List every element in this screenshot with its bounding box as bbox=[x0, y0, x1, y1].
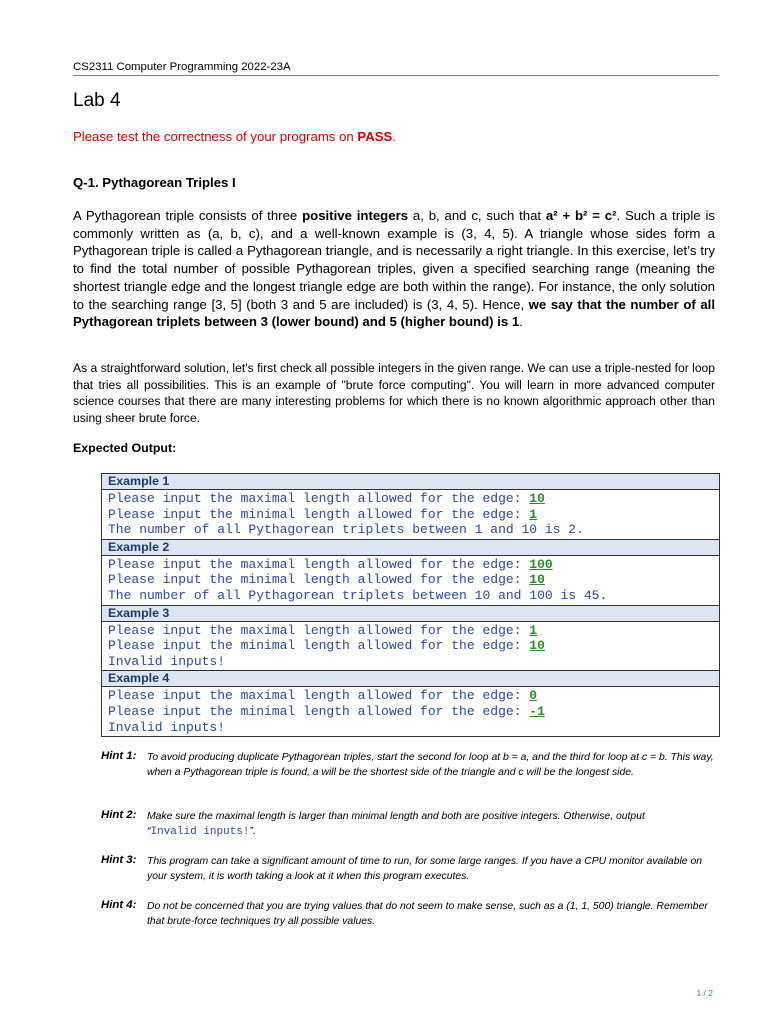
hint-label: Hint 2: bbox=[101, 809, 137, 821]
examples-table bbox=[101, 473, 720, 737]
output-line-max bbox=[108, 688, 719, 704]
output-line-min bbox=[108, 507, 719, 523]
para1-text-4: . bbox=[519, 314, 523, 330]
example-body-row bbox=[102, 687, 720, 737]
example-label: Example 1 bbox=[102, 474, 720, 490]
prompt-min: Please input the minimal length allowed for the edge: bbox=[108, 506, 530, 522]
example-body-row bbox=[102, 555, 720, 605]
example-label: Example 4 bbox=[102, 671, 720, 687]
question-heading: Q-1. Pythagorean Triples I bbox=[73, 175, 236, 190]
input-max-value: 100 bbox=[529, 556, 553, 572]
prompt-min: Please input the minimal length allowed for the edge: bbox=[108, 638, 530, 654]
page-title: Lab 4 bbox=[73, 90, 121, 111]
para1-text-2: a, b, and c, such that bbox=[408, 208, 546, 223]
prompt-max: Please input the maximal length allowed for the edge: bbox=[108, 622, 530, 638]
prompt-max: Please input the maximal length allowed for the edge: bbox=[108, 688, 530, 704]
example-body-row bbox=[102, 621, 720, 671]
hint-text: This program can take a significant amount of time to run, for some large ranges. If you have a CPU monitor available on your system, it is worth taking a look at it when this program executes. bbox=[147, 856, 703, 882]
output-line-result: The number of all Pythagorean triplets between 10 and 100 is 45. bbox=[108, 587, 608, 603]
output-line-max bbox=[108, 623, 719, 639]
hint-text: Do not be concerned that you are trying values that do not seem to make sense, such as a (1, 1, 500) triangle. Remember that brute-force techniques try all possible values. bbox=[147, 901, 708, 927]
example-label: Example 2 bbox=[102, 539, 720, 555]
page-header: CS2311 Computer Programming 2022-23A bbox=[73, 61, 719, 76]
notice-prefix: Please test the correctness of your programs on bbox=[73, 129, 358, 144]
input-max-value: 1 bbox=[529, 622, 538, 638]
output-line-result: The number of all Pythagorean triplets between 1 and 10 is 2. bbox=[108, 522, 584, 538]
page-number: 1 / 2 bbox=[696, 988, 713, 998]
hint-text bbox=[147, 809, 717, 840]
prompt-max: Please input the maximal length allowed for the edge: bbox=[108, 491, 530, 506]
input-max-value: 10 bbox=[529, 491, 545, 506]
expected-output-heading: Expected Output: bbox=[73, 441, 177, 455]
example-label-row bbox=[102, 671, 720, 687]
output-line-max bbox=[108, 557, 719, 573]
hint-2-text: Make sure the maximal length is larger than minimal length and both are positive integers. Otherwise, output bbox=[147, 811, 645, 822]
example-output bbox=[102, 490, 720, 540]
output-line-result: Invalid inputs! bbox=[108, 653, 226, 669]
output-line-result: Invalid inputs! bbox=[108, 719, 226, 735]
output-line-min bbox=[108, 638, 719, 654]
notice-pass: PASS bbox=[357, 129, 393, 144]
hint-2-code: Invalid inputs! bbox=[150, 826, 250, 838]
hint-label: Hint 3: bbox=[101, 854, 137, 866]
input-min-value: 10 bbox=[529, 572, 545, 588]
prompt-max: Please input the maximal length allowed for the edge: bbox=[108, 556, 530, 572]
prompt-min: Please input the minimal length allowed for the edge: bbox=[108, 572, 530, 588]
example-label-row bbox=[102, 474, 720, 490]
notice-suffix: . bbox=[392, 129, 397, 144]
para1-bold-3: we say that the number of all Pythagorean triplets between 3 (lower bound) and 5 (higher bound) is 1 bbox=[73, 296, 715, 330]
example-output bbox=[102, 621, 720, 671]
output-line-min bbox=[108, 572, 719, 588]
para1-formula: a² + b² = c² bbox=[545, 208, 617, 223]
para1-text-1: A Pythagorean triple consists of three bbox=[73, 208, 303, 223]
input-max-value: 0 bbox=[529, 688, 538, 704]
example-label-row bbox=[102, 539, 720, 555]
hint-text: To avoid producing duplicate Pythagorean triples, start the second for loop at b = a, and the third for loop at c = b. This way, when a Pythagorean triple is found, a will be the shortest side of the triangle and c will be the longest side. bbox=[147, 752, 714, 778]
example-output bbox=[102, 687, 720, 737]
para1-text-3: . Such a triple is commonly written as (a, b, c), and a well-known example is (3, 4, 5). A triangle whose sides form a Pythagorean triple is called a Pythagorean triangle, and is necessarily a right triangle. In this exercise, let’s try to find the total number of possible Pythagorean triples, given a specified searching range (meaning the shortest triangle edge and the longest triangle edge are both within the range). For instance, the only solution to the searching range [3, 5] (both 3 and 5 are included) is (3, 4, 5). Hence, bbox=[73, 208, 715, 312]
input-min-value: -1 bbox=[529, 703, 545, 719]
example-label: Example 3 bbox=[102, 605, 720, 621]
example-output bbox=[102, 555, 720, 605]
intro-paragraph bbox=[73, 207, 715, 331]
para1-bold-1: positive integers bbox=[302, 208, 409, 223]
prompt-min: Please input the minimal length allowed for the edge: bbox=[108, 703, 530, 719]
example-body-row bbox=[102, 490, 720, 540]
hint-2-open-quote: “ bbox=[147, 826, 151, 837]
output-line-max bbox=[108, 491, 719, 507]
output-line-min bbox=[108, 704, 719, 720]
hint-2-close-quote: ”. bbox=[249, 826, 256, 837]
brute-force-paragraph: As a straightforward solution, let’s first check all possible integers in the given range. We can use a triple-nested for loop that tries all possibilities. This is an example of "brute force computing". You will learn in more advanced computer science courses that there are many interesting problems for which there is no known algorithmic approach other than using sheer brute force. bbox=[73, 361, 715, 425]
input-min-value: 10 bbox=[529, 638, 545, 654]
hint-label: Hint 1: bbox=[101, 750, 137, 762]
input-min-value: 1 bbox=[529, 506, 538, 522]
hint-label: Hint 4: bbox=[101, 899, 137, 911]
pass-notice bbox=[73, 129, 396, 144]
example-label-row bbox=[102, 605, 720, 621]
